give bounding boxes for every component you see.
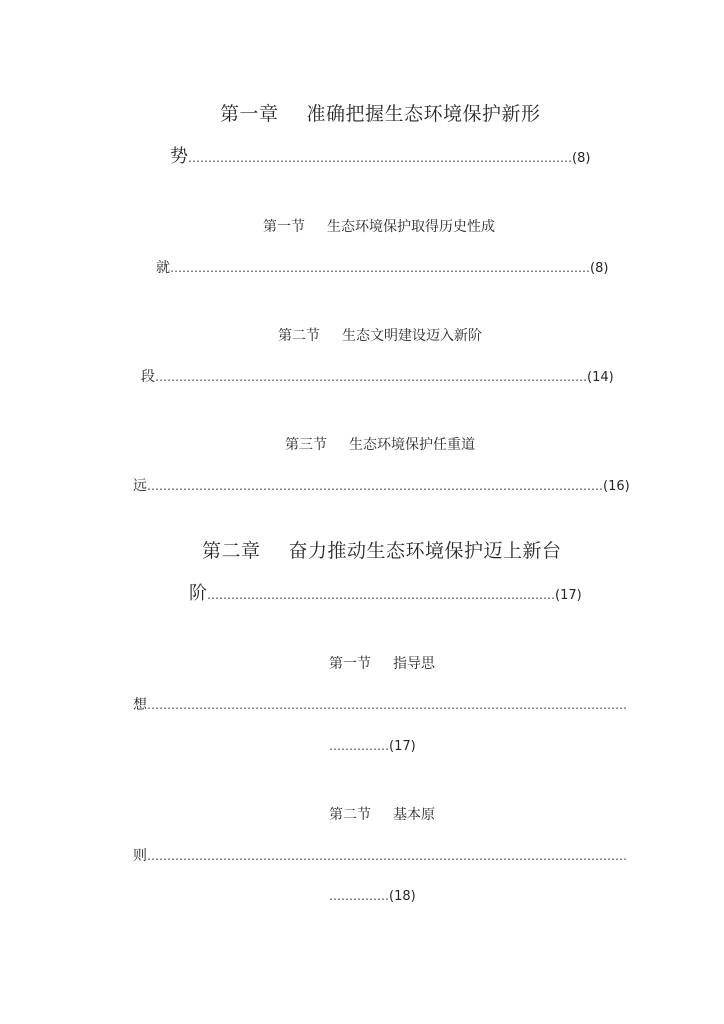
page-number: (14) xyxy=(587,370,614,385)
dot-leader: …………………………………………………………………………………………… xyxy=(170,261,590,275)
section-1-heading xyxy=(263,220,495,234)
page-number: (8) xyxy=(590,261,609,276)
chapter-1-number: 第一章 xyxy=(220,103,279,125)
dot-leader: …………………………………………………………………………………………………… xyxy=(147,479,603,493)
section-1-entry-line[interactable] xyxy=(156,261,608,275)
section-3-title-tail: 远 xyxy=(133,478,147,494)
chapter-1-title-tail: 势 xyxy=(170,146,188,167)
dot-leader: ………………………………………………………………………………………………………… xyxy=(147,849,627,863)
section-5-heading xyxy=(329,808,435,822)
section-2-title: 生态文明建设迈入新阶 xyxy=(342,328,482,344)
section-5-title-tail: 则 xyxy=(133,848,147,864)
chapter-1-title: 准确把握生态环境保护新形 xyxy=(306,103,541,125)
section-4-number: 第一节 xyxy=(329,656,371,672)
section-5-entry-continuation[interactable] xyxy=(329,889,416,903)
chapter-2-heading xyxy=(202,542,562,561)
section-4-entry-continuation[interactable] xyxy=(329,739,416,753)
section-4-heading xyxy=(329,657,435,671)
section-1-title-tail: 就 xyxy=(156,260,170,276)
dot-leader: ……………………………………………………………………………………………… xyxy=(155,370,587,384)
chapter-1-entry-line[interactable] xyxy=(170,148,590,166)
section-5-title: 基本原 xyxy=(393,807,435,823)
section-5-number: 第二节 xyxy=(329,807,371,823)
section-4-title-tail: 想 xyxy=(133,697,147,713)
dot-leader: …………………………………………………………………………… xyxy=(207,588,555,602)
dot-leader: …………………………………………………………………………………… xyxy=(188,151,572,165)
section-2-number: 第二节 xyxy=(278,328,320,344)
page-number: (17) xyxy=(389,739,416,754)
dot-leader: …………… xyxy=(329,739,389,753)
dot-leader: …………… xyxy=(329,889,389,903)
page-number: (16) xyxy=(603,479,630,494)
chapter-2-entry-line[interactable] xyxy=(189,585,582,603)
section-3-number: 第三节 xyxy=(285,437,327,453)
section-3-title: 生态环境保护任重道 xyxy=(349,437,475,453)
page-number: (18) xyxy=(389,889,416,904)
chapter-2-title: 奋力推动生态环境保护迈上新台 xyxy=(288,540,562,562)
section-1-number: 第一节 xyxy=(263,219,305,235)
chapter-1-heading xyxy=(220,105,541,124)
page-number: (8) xyxy=(572,151,591,166)
section-4-entry-line[interactable] xyxy=(133,698,627,712)
section-2-title-tail: 段 xyxy=(141,369,155,385)
page-number: (17) xyxy=(555,588,582,603)
section-3-heading xyxy=(285,438,475,452)
dot-leader: ………………………………………………………………………………………………………… xyxy=(147,698,627,712)
section-1-title: 生态环境保护取得历史性成 xyxy=(327,219,495,235)
section-5-entry-line[interactable] xyxy=(133,849,627,863)
chapter-2-number: 第二章 xyxy=(202,540,261,562)
section-3-entry-line[interactable] xyxy=(133,479,630,493)
section-4-title: 指导思 xyxy=(393,656,435,672)
chapter-2-title-tail: 阶 xyxy=(189,583,207,604)
section-2-heading xyxy=(278,329,482,343)
section-2-entry-line[interactable] xyxy=(141,370,614,384)
